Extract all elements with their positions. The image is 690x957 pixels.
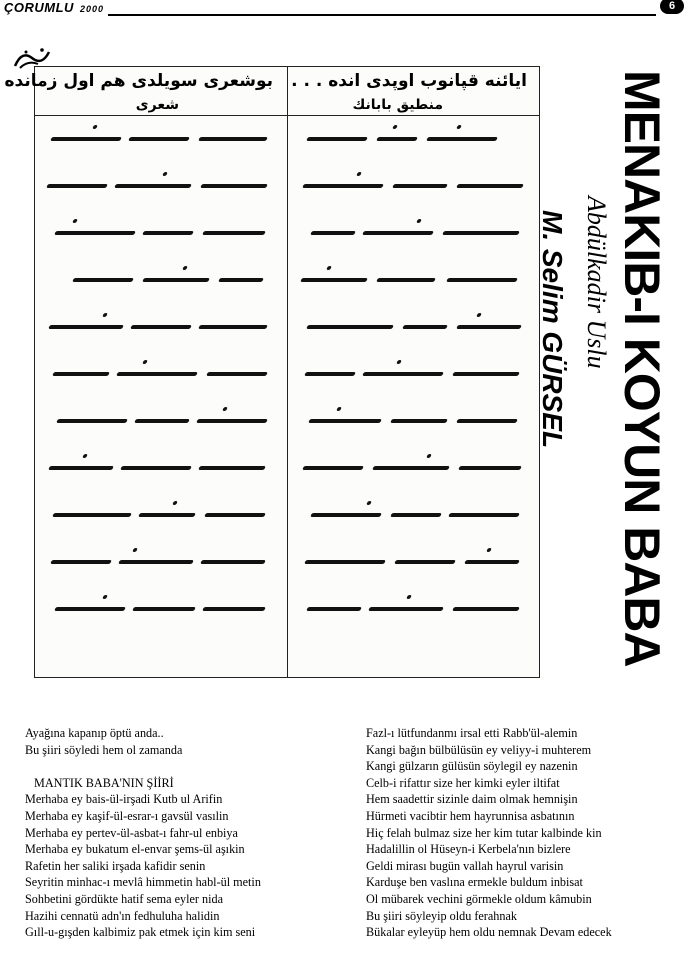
verse-line: Kangi gülzarın gülüsün söylegil ey nazenin (366, 759, 578, 774)
verse-line: Geldi mirası bugün vallah hayrul varisin (366, 858, 564, 873)
manuscript-line (43, 454, 279, 478)
manuscript-line (297, 266, 533, 290)
verse-line: Merhaba ey pertev-ül-asbat-ı fahr-ul enbiya (25, 825, 238, 840)
verse-line: Merhaba ey bais-ül-irşadi Kutb ul Arifin (25, 792, 223, 807)
manuscript-left-column (43, 125, 279, 642)
intro-line: Bu şiiri söyledi hem ol zamanda (25, 742, 183, 757)
manuscript-line (43, 548, 279, 572)
poem-subheading: MANTIK BABA'NIN ŞİİRİ (34, 775, 174, 790)
manuscript-line (43, 266, 279, 290)
verse-line: Hiç felah bulmaz size her kim tutar kalbinde kin (366, 825, 602, 840)
ottoman-manuscript-image (4, 66, 540, 678)
article-title: MENAKIB-I KOYUN BABA (614, 70, 670, 667)
page-number: 6 (660, 0, 684, 14)
article-subtitle: Abdülkadir Uslu (582, 196, 611, 369)
manuscript-heading-left: بوشعرى سويلدى هم اول زمانده (4, 71, 273, 91)
right-text-column (366, 725, 612, 941)
verse-line: Sohbetini gördükte hatif sema eyler nida (25, 891, 223, 906)
manuscript-column-divider (287, 67, 288, 677)
manuscript-line (297, 501, 533, 525)
manuscript-line (43, 125, 279, 149)
article-author: M. Selim GÜRSEL (537, 210, 568, 449)
manuscript-subheading-right: منطيق بابانك (352, 97, 443, 113)
verse-line: Seyritin minhac-ı mevlâ himmetin habl-ül metin (25, 875, 261, 890)
manuscript-line (43, 360, 279, 384)
manuscript-right-column (297, 125, 533, 642)
manuscript-heading-rule (35, 115, 539, 116)
journal-year: 2000 (79, 4, 104, 14)
left-text-column (25, 725, 261, 941)
manuscript-line (297, 125, 533, 149)
header-rule (108, 14, 656, 16)
manuscript-line (43, 407, 279, 431)
manuscript-line (43, 595, 279, 619)
page-header (0, 0, 690, 18)
verse-line: Celb-i rifattır size her kimki eyler iltifat (366, 775, 560, 790)
manuscript-line (297, 172, 533, 196)
manuscript-line (297, 360, 533, 384)
verse-line: Bükalar eyleyüp hem oldu nemnak Devam edecek (366, 925, 612, 940)
verse-line: Fazl-ı lütfundanmı irsal etti Rabb'ül-alemin (366, 726, 578, 740)
verse-line: Bu şiiri söyleyip oldu ferahnak (366, 908, 517, 923)
verse-line: Merhaba ey bukatum el-envar şems-ül aşıkin (25, 842, 245, 857)
verse-line: Hem saadettir sizinle daim olmak hemnişin (366, 792, 578, 807)
manuscript-line (43, 172, 279, 196)
manuscript-line (297, 454, 533, 478)
verse-line: Hürmeti vacibtir hem hayrunnisa asbatının (366, 808, 575, 823)
verse-line: Kangi bağın bülbülüsün ey veliyy-i muhterem (366, 742, 592, 757)
intro-line: Ayağına kapanıp öptü anda.. (25, 726, 164, 740)
manuscript-subheading-left: شعرى (135, 97, 179, 113)
manuscript-line (297, 313, 533, 337)
verse-line: Merhaba ey kaşif-ül-esrar-ı gavsül vasılin (25, 808, 229, 823)
verse-line: Hazihi cennatü adn'ın fedhuluha halidin (25, 908, 220, 923)
verse-line: Hadalillin ol Hüseyn-i Kerbela'nın bizlere (366, 842, 571, 857)
manuscript-line (43, 219, 279, 243)
manuscript-line (297, 548, 533, 572)
verse-line: Rafetin her saliki irşada kafidir senin (25, 858, 206, 873)
manuscript-line (43, 313, 279, 337)
verse-line: Ol mübarek vechini görmekle oldum kâmubin (366, 891, 592, 906)
verse-line: Gıll-u-gışden kalbimiz pak etmek için kim seni (25, 925, 256, 940)
manuscript-heading-right: ايائنه قپانوب اوپدى انده . . . (291, 71, 527, 91)
manuscript-line (297, 219, 533, 243)
journal-name: ÇORUMLU 2000 (4, 0, 104, 15)
manuscript-line (297, 407, 533, 431)
manuscript-line (43, 501, 279, 525)
verse-line: Karduşe ben vaslına ermekle buldum inbisat (366, 875, 583, 890)
spacer (25, 758, 261, 775)
manuscript-line (297, 595, 533, 619)
